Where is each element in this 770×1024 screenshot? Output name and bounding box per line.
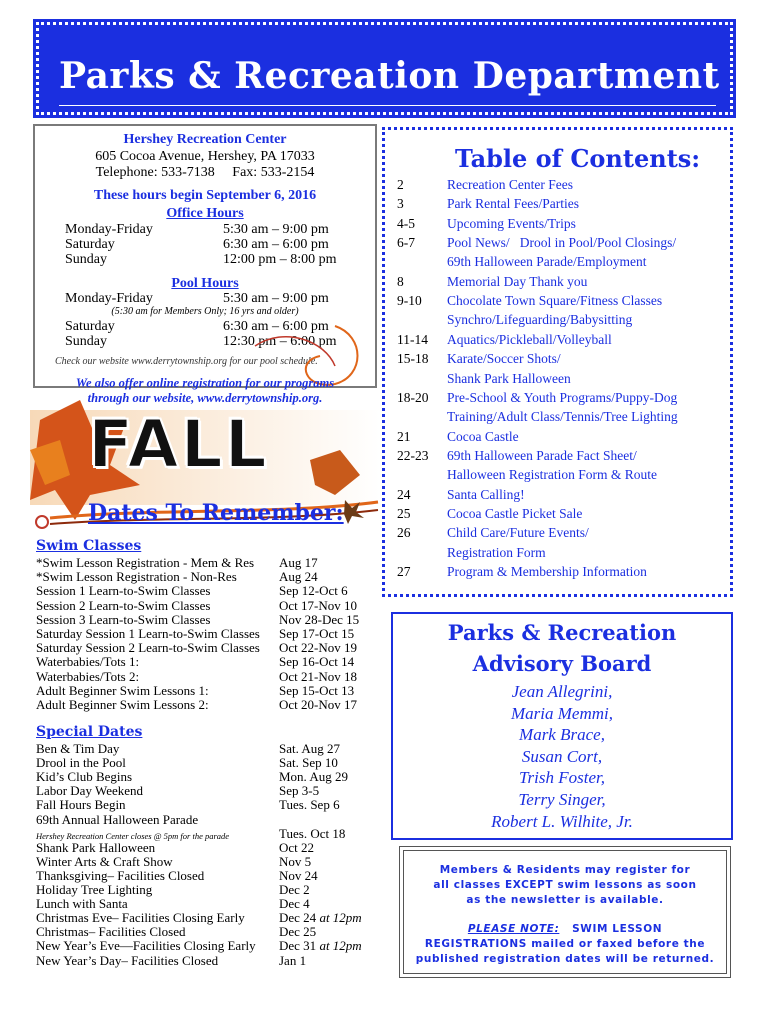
special-date: Mon. Aug 29 [279,769,348,785]
toc-entry-text: Halloween Registration Form & Route [447,467,657,483]
toc-page-number: 2 [397,177,404,192]
special-label: Thanksgiving– Facilities Closed [36,867,205,883]
toc-entry-text: Cocoa Castle Picket Sale [447,505,583,521]
special-date: Sat. Aug 27 [279,741,341,756]
toc-entry-text: Pool News/ Drool in Pool/Pool Closings/ [447,235,677,251]
page-title: Parks & Recreation Department [59,55,720,97]
toc-page-number: 26 [397,525,411,541]
pool-hours-heading: Pool Hours [171,276,239,291]
special-date: Nov 24 [279,867,318,883]
special-date: Tues. Sep 6 [279,797,340,813]
toc-page-number: 27 [397,564,411,579]
swim-label: Waterbabies/Tots 1: [36,654,140,670]
swim-label: Saturday Session 1 Learn-to-Swim Classes [36,626,260,641]
special-label: Shank Park Halloween [36,839,156,855]
special-label: Fall Hours Begin [36,797,126,813]
toc-page-number: 22-23 [397,447,429,463]
recreation-center-info: Hershey Recreation Center 605 Cocoa Avenue, Hershey, PA 17033 Telephone: 533-7138 Fax: 533-2154 These hours begin September 6, 2016 Office Hours Monday-Friday 5:30 am – 9:00 pm Saturday 6:30 am – 6:00 pm Sunday 12:00 pm – 8:00 pm Pool Hours Monday-Friday 5:30 am – 9:00 pm (5:30 am for Members Only; 16 yrs and older) Saturday 6:30 am – 6:00 pm Sunday 12:30 pm – 6:00 pm Check our website www.derrytownship.org for our pool schedule. [33,124,377,388]
toc-entry-text: Synchro/Lifeguarding/Babysitting [447,312,633,328]
toc-page-number: 18-20 [397,389,429,405]
swim-label: *Swim Lesson Registration - Mem & Res [36,555,255,570]
special-date: Dec 4 [279,896,310,912]
swim-label: Adult Beginner Swim Lessons 2: [36,697,209,712]
special-label: Holiday Tree Lighting [36,882,153,897]
special-label: Lunch with Santa [36,896,128,912]
toc-entry-text: Santa Calling! [447,486,525,502]
toc-page-number: 25 [397,505,411,521]
special-label: Christmas Eve– Facilities Closing Early [36,910,245,926]
special-date: Jan 1 [279,952,307,968]
special-label: Christmas– Facilities Closed [36,924,186,940]
toc-entry-text: Upcoming Events/Trips [447,215,576,231]
swim-date: Nov 28-Dec 15 [279,611,360,627]
swim-date: Oct 20-Nov 17 [279,697,357,712]
swim-label: Saturday Session 2 Learn-to-Swim Classes [36,640,260,656]
swim-label: Session 1 Learn-to-Swim Classes [36,583,211,599]
swim-label: Session 3 Learn-to-Swim Classes [36,611,211,627]
toc-entry-text: Pre-School & Youth Programs/Puppy-Dog [447,389,678,405]
special-label: Drool in the Pool [36,755,126,771]
notice-line: as the newsletter is available. [466,894,664,906]
hours-begin: These hours begin September 6, 2016 [93,188,317,203]
special-date: Nov 5 [279,853,312,869]
swim-label: Session 2 Learn-to-Swim Classes [36,597,211,613]
toc-entry-text: Chocolate Town Square/Fitness Classes [447,293,663,309]
center-phone: Telephone: 533-7138 Fax: 533-2154 [95,165,315,180]
header-banner [36,22,733,115]
special-label: New Year’s Eve—Facilities Closing Early [36,938,256,954]
toc-entry-text: Karate/Soccer Shots/ [447,351,561,367]
special-dates-heading: Special Dates [36,724,143,740]
board-member: Mark Brace, [519,725,605,745]
swim-classes-heading: Swim Classes [36,538,142,554]
toc-title: Table of Contents: [455,144,701,173]
swim-date: Oct 21-Nov 18 [279,668,357,684]
special-date: Oct 22 [279,839,315,855]
board-member: Trish Foster, [519,768,605,788]
swim-date: Sep 16-Oct 14 [279,654,355,670]
swim-date: Sep 17-Oct 15 [279,626,355,641]
toc-entry-text: Training/Adult Class/Tennis/Tree Lighting [447,409,678,425]
dates-to-remember-heading: Dates To Remember: [88,500,344,526]
special-label: Ben & Tim Day [36,741,120,756]
notice-line: published registration dates will be returned. [415,953,715,965]
registration-notice [403,850,727,974]
special-date: Dec 24 at 12pm [279,910,362,926]
toc-page-number: 3 [397,196,404,212]
swim-date: Aug 24 [279,569,318,585]
board-member: Robert L. Wilhite, Jr. [491,811,633,831]
toc-entry-text: 69th Halloween Parade/Employment [447,254,647,270]
swim-date: Oct 17-Nov 10 [279,597,357,613]
table-of-contents [382,127,733,597]
toc-page-number: 8 [397,273,404,289]
online-registration-line-2: through our website, www.derrytownship.org. [87,391,323,405]
board-member: Jean Allegrini, [511,682,613,701]
special-date: Dec 2 [279,882,310,897]
special-label: Labor Day Weekend [36,783,144,799]
toc-entry-text: Shank Park Halloween [447,370,571,386]
toc-entry-text: Child Care/Future Events/ [447,525,589,541]
swirl-decoration [35,126,379,390]
toc-page-number: 6-7 [397,235,415,251]
special-label: New Year’s Day– Facilities Closed [36,952,219,968]
swim-label: Adult Beginner Swim Lessons 1: [36,682,209,698]
online-registration-line-1: We also offer online registration for our programs [75,376,335,390]
toc-entry-text: Recreation Center Fees [447,177,573,192]
toc-page-number: 21 [397,428,411,444]
center-name: Hershey Recreation Center [123,132,287,147]
special-label: Kid’s Club Begins [36,769,133,785]
swim-date: Oct 22-Nov 19 [279,640,357,656]
special-label: Winter Arts & Craft Show [36,853,173,869]
swim-label: Waterbabies/Tots 2: [36,668,140,684]
fall-word: FALL [88,406,269,483]
advisory-title-line-2: Advisory Board [472,651,652,676]
center-address: 605 Cocoa Avenue, Hershey, PA 17033 [95,149,315,164]
board-member: Susan Cort, [521,746,603,766]
swim-label: *Swim Lesson Registration - Non-Res [36,569,237,585]
board-member: Maria Memmi, [511,703,613,723]
office-hours-heading: Office Hours [166,206,244,221]
swim-date: Aug 17 [279,555,318,570]
toc-entry-text: Aquatics/Pickleball/Volleyball [447,331,612,347]
toc-entry-text: Cocoa Castle [447,428,519,444]
special-date: Dec 25 [279,924,317,940]
please-note-label: PLEASE NOTE: [467,923,560,935]
board-member: Terry Singer, [518,790,606,809]
toc-page-number: 9-10 [397,293,422,309]
notice-line: Members & Residents may register for [439,864,691,876]
notice-line: REGISTRATIONS mailed or faxed before the [424,938,706,950]
advisory-board [391,612,733,840]
special-date-note: at 12pm [316,938,362,954]
toc-entry-text: Program & Membership Information [447,564,647,579]
special-date: Sep 3-5 [279,783,320,799]
pool-members-note: (5:30 am for Members Only; 16 yrs and older) [111,306,299,317]
toc-entry-text: 69th Halloween Parade Fact Sheet/ [447,447,637,463]
toc-entry-text: Park Rental Fees/Parties [447,196,579,212]
special-date: Dec 31 at 12pm [279,938,362,954]
toc-page-number: 24 [397,486,411,502]
toc-page-number: 4-5 [397,215,415,231]
advisory-title-line-1: Parks & Recreation [447,620,677,645]
toc-entry-text: Memorial Day Thank you [447,273,588,289]
check-website-note: Check our website www.derrytownship.org for our pool schedule. [55,356,318,367]
toc-page-number: 15-18 [397,351,429,367]
special-label: 69th Annual Halloween Parade [36,811,199,827]
notice-line: PLEASE NOTE: SWIM LESSON [467,923,663,935]
special-label: Hershey Recreation Center closes @ 5pm for the parade [36,830,230,841]
special-date: Sat. Sep 10 [279,755,338,771]
header-rule [59,105,716,106]
swim-date: Sep 15-Oct 13 [279,682,355,698]
toc-page-number: 11-14 [397,331,428,347]
special-date: Tues. Oct 18 [279,825,346,841]
toc-entry-text: Registration Form [447,544,546,560]
swim-date: Sep 12-Oct 6 [279,583,348,599]
special-date-note: at 12pm [316,910,362,926]
notice-line: all classes EXCEPT swim lessons as soon [433,879,697,891]
